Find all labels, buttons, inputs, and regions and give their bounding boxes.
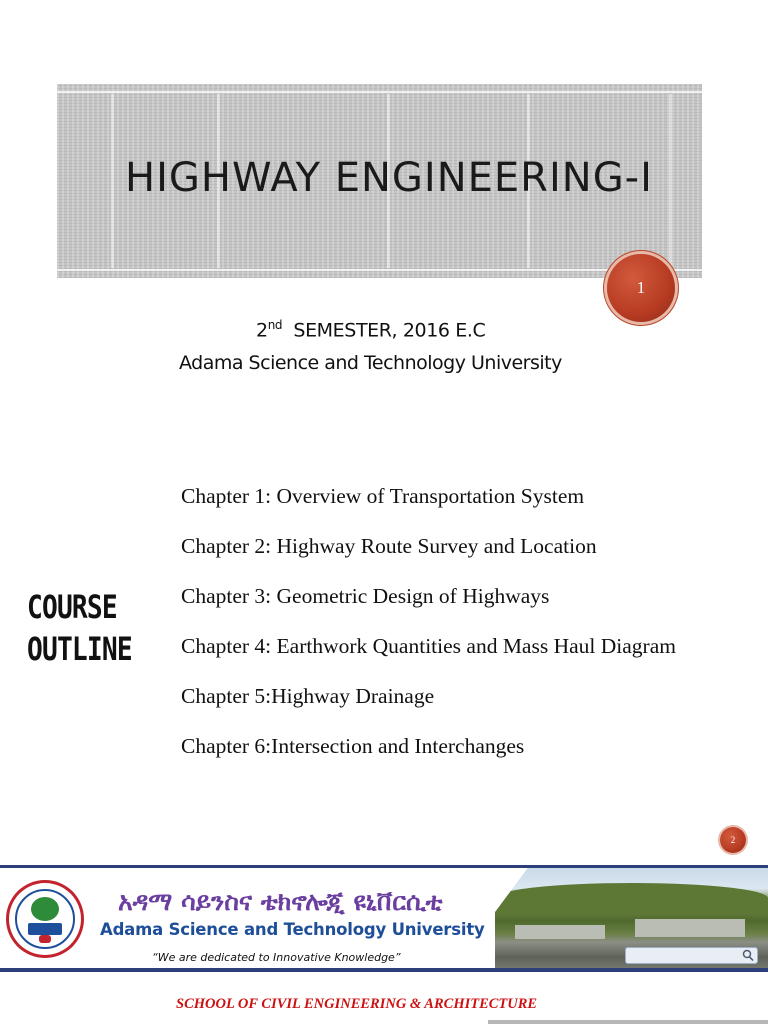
slide-number-badge: 2: [720, 827, 746, 853]
chapter-list: [181, 476, 741, 776]
banner-stripe: [0, 865, 768, 868]
banner-stripe: [0, 968, 768, 972]
chapter-item: Chapter 2: Highway Route Survey and Location: [181, 534, 597, 558]
university-seal-logo[interactable]: [9, 883, 81, 955]
banner-top-rule: [57, 91, 702, 93]
banner-texture: [669, 94, 672, 268]
chapter-item: Chapter 6:Intersection and Interchanges: [181, 734, 525, 758]
heading-line: OUTLINE: [27, 630, 132, 668]
title-banner: [57, 84, 702, 278]
slide-number-badge: 1: [607, 254, 675, 322]
course-outline-heading: [27, 586, 130, 670]
book-icon: [28, 923, 62, 935]
university-name-amharic: አዳማ ሳይንስና ቴክኖሎጂ ዩኒቨርሲቲ: [118, 887, 443, 916]
search-box: [625, 947, 758, 964]
university-motto: “We are dedicated to Innovative Knowledge”: [152, 951, 401, 964]
chapter-item: Chapter 5:Highway Drainage: [181, 684, 435, 708]
chapter-item: Chapter 4: Earthwork Quantities and Mass Haul Diagram: [181, 634, 676, 658]
search-icon[interactable]: [742, 949, 754, 962]
course-outline-slide: [0, 420, 768, 865]
school-name: SCHOOL OF CIVIL ENGINEERING & ARCHITECTURE: [176, 996, 538, 1012]
banner-bottom-rule: [57, 269, 702, 271]
title-slide: [0, 0, 768, 408]
tree-icon: [31, 897, 59, 921]
chapter-item: Chapter 3: Geometric Design of Highways: [181, 584, 550, 608]
photo-building: [635, 919, 745, 937]
search-input[interactable]: [630, 949, 740, 962]
chapter-item: Chapter 1: Overview of Transportation System: [181, 484, 585, 508]
gear-icon: [39, 935, 51, 943]
university-banner: [0, 865, 768, 972]
banner-texture: [111, 94, 114, 268]
photo-hill: [495, 883, 768, 913]
bottom-image-strip: [488, 1020, 768, 1024]
semester-number: 2: [256, 319, 268, 342]
university-name-english: Adama Science and Technology University: [100, 920, 485, 939]
semester-ordinal: nd: [267, 318, 283, 332]
semester-text: SEMESTER, 2016 E.C: [282, 319, 486, 342]
slide-title: HIGHWAY ENGINEERING-I: [125, 155, 653, 201]
semester-line: [256, 318, 485, 341]
university-name: Adama Science and Technology University: [179, 352, 562, 374]
heading-line: COURSE: [27, 588, 117, 626]
photo-building: [515, 925, 605, 939]
